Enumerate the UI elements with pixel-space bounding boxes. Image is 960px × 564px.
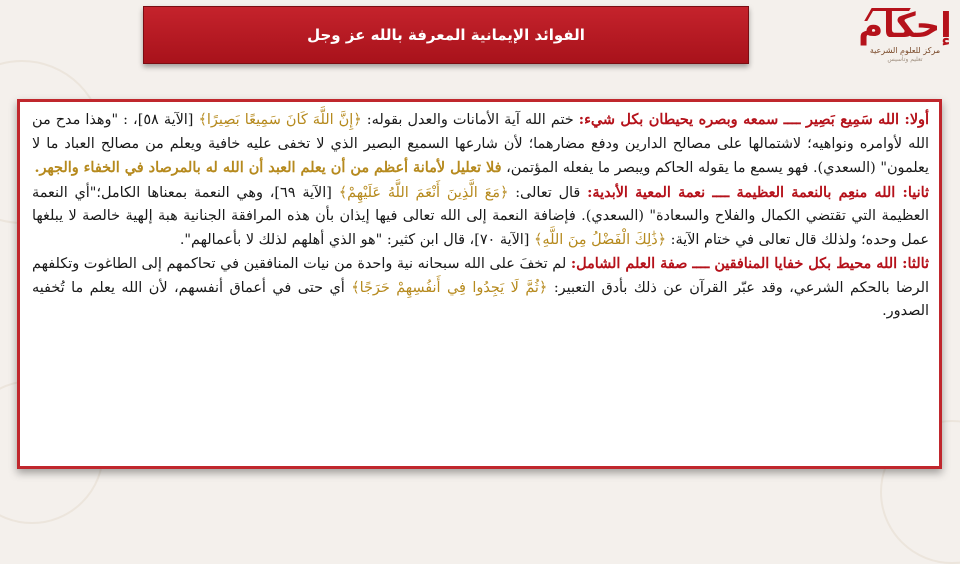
logo-tagline: تعليم وتأسيس [887, 56, 923, 63]
page-title: الفوائد الإيمانية المعرفة بالله عز وجل [307, 26, 585, 44]
quran-verse: ﴿ثُمَّ لَا يَجِدُوا فِي أَنفُسِهِمْ حَرَجًا﴾ [351, 279, 548, 296]
section-heading: أولا: الله سَمِيع بَصِير ــــ سمعه وبصره يحيطان بكل شيء: [578, 111, 930, 128]
quran-verse: ﴿إِنَّ اللَّهَ كَانَ سَمِيعًا بَصِيرًا﴾ [198, 112, 362, 128]
logo [856, 6, 954, 72]
section-heading: ثانيا: الله منعِم بالنعمة العظيمة ــــ نعمة المعية الأبدية: [587, 183, 929, 201]
paragraph-first [32, 108, 929, 181]
section-text: أي حتى في أعماق أنفسهم، لأن الله يعلم ما تُخفيه الصدور. [32, 279, 929, 319]
quran-verse: ﴿مَعَ الَّذِينَ أَنْعَمَ اللَّهُ عَلَيْهِمْ﴾ [338, 184, 509, 201]
paragraph-second [32, 181, 929, 253]
logo-roof-icon [864, 8, 911, 21]
section-conclusion: فلا تعليل لأمانة أعظم من أن يعلم العبد أن الله له بالمرصاد في الخفاء والجهر. [34, 159, 502, 176]
content-box [17, 99, 942, 469]
section-heading: ثالثا: الله محيط بكل خفايا المنافقين ــــ صفة العلم الشامل: [570, 255, 929, 272]
section-text: [الآية ٥٨]، : "وهذا مدح من الله لأوامره ونواهيه؛ لاشتمالها على مصالح الدارين ودفع مضارهما؛ لأن شارعها السميع البصير الذي لا تخفى عليه خافية ويعلم من مصالح العباد ما لا يعلمون" (السعدي). فهو يسمع ما يقوله الحاكم ويبصر ما يفعله المؤتمن، [32, 112, 929, 176]
section-text: ختم الله آية الأمانات والعدل بقوله: [361, 112, 579, 128]
title-banner [143, 6, 749, 64]
logo-mark: إحكام [858, 6, 952, 46]
logo-subtitle: مركز للعلوم الشرعية [869, 46, 941, 55]
section-text: لم تخفَ على الله سبحانه نية واحدة من نيات المنافقين في تحاكمهم إلى الطاغوت وتكلفهم الرضا بالحكم الشرعي، وقد عبّر القرآن عن ذلك بأدق التعبير: [32, 256, 929, 296]
quran-verse: ﴿ذَٰلِكَ الْفَضْلُ مِنَ اللَّهِ﴾ [533, 231, 667, 248]
section-text: قال تعالى: [508, 184, 588, 201]
paragraph-third [32, 252, 929, 324]
section-text: [الآية ٧٠]، قال ابن كثير: "هو الذي أهلهم لذلك لا بأعمالهم". [179, 231, 534, 248]
section-text: [الآية ٦٩]، وهي النعمة بمعناها الكامل؛"أي النعمة العظيمة التي تقتضي الكمال والفلاح والسعادة" (السعدي). فإضافة النعمة إلى الله تعالى فيها إيذان بأن هذه المرافقة الجنانية هبة إلهية خالصة لا يبلغها عمل وحده؛ ولذلك قال تعالى في ختام الآية: [32, 184, 929, 248]
